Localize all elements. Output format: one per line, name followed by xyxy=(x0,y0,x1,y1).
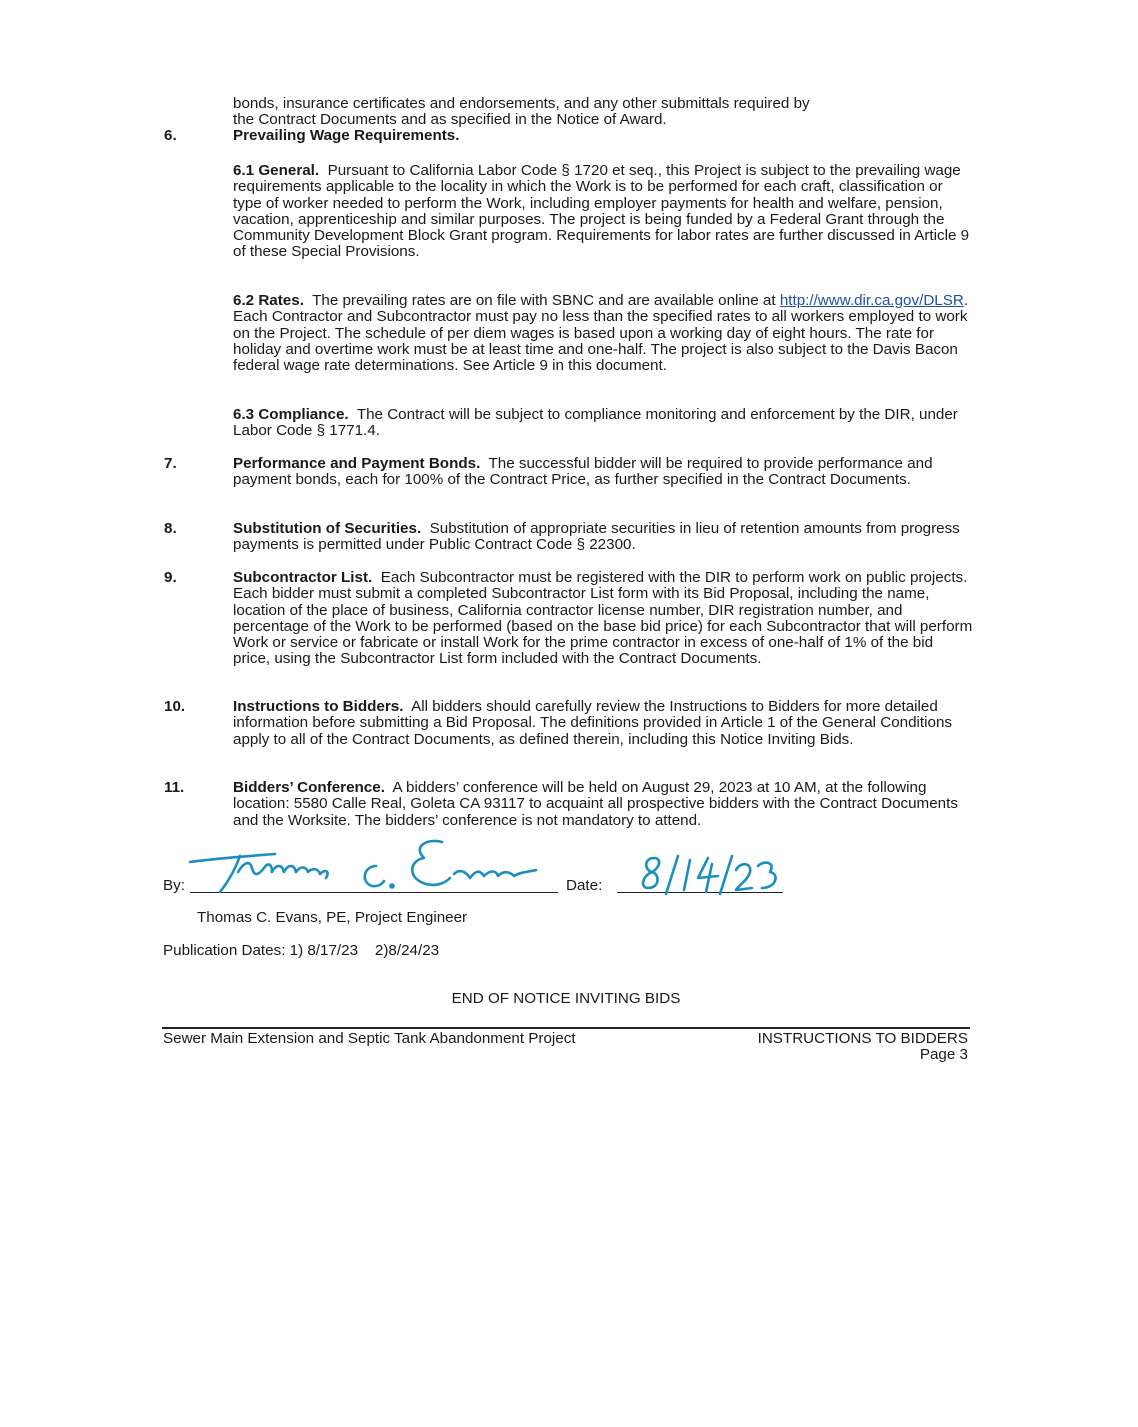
section-7-heading: Performance and Payment Bonds. xyxy=(233,455,481,472)
handwritten-date xyxy=(636,850,786,900)
intro-line-2: the Contract Documents and as specified in the Notice of Award. xyxy=(233,111,667,129)
section-9-text: Each Subcontractor must be registered with the DIR to perform work on public projects. Each bidder must submit a completed Subcontractor List form with its Bid Proposal, including the name, location of the place of business, California contractor license number, DIR registration number, and percentage of the Work to be performed (based on the base bid price) for each Subcontractor that will perform Work or service or fabricate or install Work for the prime contractor in excess of one-half of 1% of the bid price, using the Subcontractor List form included with the Contract Documents. xyxy=(233,569,973,668)
section-6-2-heading: 6.2 Rates. xyxy=(233,292,304,309)
section-6-title xyxy=(233,128,973,144)
section-10-heading: Instructions to Bidders. xyxy=(233,698,404,715)
date-label: Date: xyxy=(566,877,603,894)
section-6-3-heading: 6.3 Compliance. xyxy=(233,406,349,423)
section-7-number: 7. xyxy=(164,455,177,472)
section-11-number: 11. xyxy=(164,779,185,796)
footer-section-title xyxy=(758,1031,968,1064)
signature-image xyxy=(180,832,550,898)
by-label: By: xyxy=(163,877,185,894)
printed-signer-name: Thomas C. Evans, PE, Project Engineer xyxy=(197,909,468,926)
intro-paragraph xyxy=(233,96,973,129)
section-8-heading: Substitution of Securities. xyxy=(233,520,422,537)
section-10-paragraph xyxy=(233,699,973,748)
footer-rule xyxy=(162,1027,970,1029)
section-6-heading: Prevailing Wage Requirements. xyxy=(233,127,460,144)
section-10-text: All bidders should carefully review the Instructions to Bidders for more detailed information before submitting a Bid Proposal. The definitions provided in Article 1 of the General Conditions apply to all of the Contract Documents, as defined therein, including this Notice Inviting Bids. xyxy=(233,698,953,748)
section-9-heading: Subcontractor List. xyxy=(233,569,373,586)
section-9-number: 9. xyxy=(164,569,177,586)
footer-section-label: INSTRUCTIONS TO BIDDERS xyxy=(757,1030,968,1047)
section-6-1-heading: 6.1 General. xyxy=(233,162,320,179)
section-8-number: 8. xyxy=(164,520,177,537)
footer-page-number: Page 3 xyxy=(919,1046,968,1064)
section-10-number: 10. xyxy=(164,698,186,715)
publication-dates: Publication Dates: 1) 8/17/23 2)8/24/23 xyxy=(163,942,440,959)
section-11-text: A bidders’ conference will be held on August 29, 2023 at 10 AM, at the following location: 5580 Calle Real, Goleta CA 93117 to acquaint all prospective bidders with the Contract Documents and the Worksite. The bidders’ conference is not mandatory to attend. xyxy=(233,779,958,829)
section-11-heading: Bidders’ Conference. xyxy=(233,779,385,796)
footer-project-title: Sewer Main Extension and Septic Tank Abandonment Project xyxy=(163,1030,576,1047)
section-6-3-paragraph xyxy=(233,407,973,440)
section-6-number: 6. xyxy=(164,127,177,144)
dlsr-link[interactable]: http://www.dir.ca.gov/DLSR xyxy=(779,292,964,309)
end-notice: END OF NOTICE INVITING BIDS xyxy=(451,990,681,1007)
section-8-paragraph xyxy=(233,521,973,554)
section-6-2-paragraph xyxy=(233,293,973,374)
section-7-paragraph xyxy=(233,456,973,489)
section-7-text: The successful bidder will be required to provide performance and payment bonds, each for 100% of the Contract Price, as further specified in the Contract Documents. xyxy=(233,455,933,489)
section-6-3-text: The Contract will be subject to compliance monitoring and enforcement by the DIR, under Labor Code § 1771.4. xyxy=(233,406,958,440)
section-6-2-text-b: . Each Contractor and Subcontractor must pay no less than the specified rates to all workers employed to work on the Project. The schedule of per diem wages is based upon a working day of eight hours. The rate for holiday and overtime work must be at least time and one-half. The project is also subject to the Davis Bacon federal wage rate determinations. See Article 9 in this document. xyxy=(233,292,969,375)
section-6-1-paragraph xyxy=(233,163,973,261)
section-9-paragraph xyxy=(233,570,973,668)
section-6-2-text-a: The prevailing rates are on file with SBNC and are available online at xyxy=(312,292,776,309)
section-6-1-text: Pursuant to California Labor Code § 1720 et seq., this Project is subject to the prevailing wage requirements applicable to the locality in which the Work is to be performed for each craft, classification or type of worker needed to perform the Work, including employer payments for health and welfare, pension, vacation, apprenticeship and similar purposes. The project is being funded by a Federal Grant through the Community Development Block Grant program. Requirements for labor rates are further discussed in Article 9 of these Special Provisions. xyxy=(233,162,970,261)
section-11-paragraph xyxy=(233,780,973,829)
intro-line-1: bonds, insurance certificates and endorsements, and any other submittals required by xyxy=(233,95,810,112)
section-8-text: Substitution of appropriate securities in lieu of retention amounts from progress payments is permitted under Public Contract Code § 22300. xyxy=(233,520,960,554)
